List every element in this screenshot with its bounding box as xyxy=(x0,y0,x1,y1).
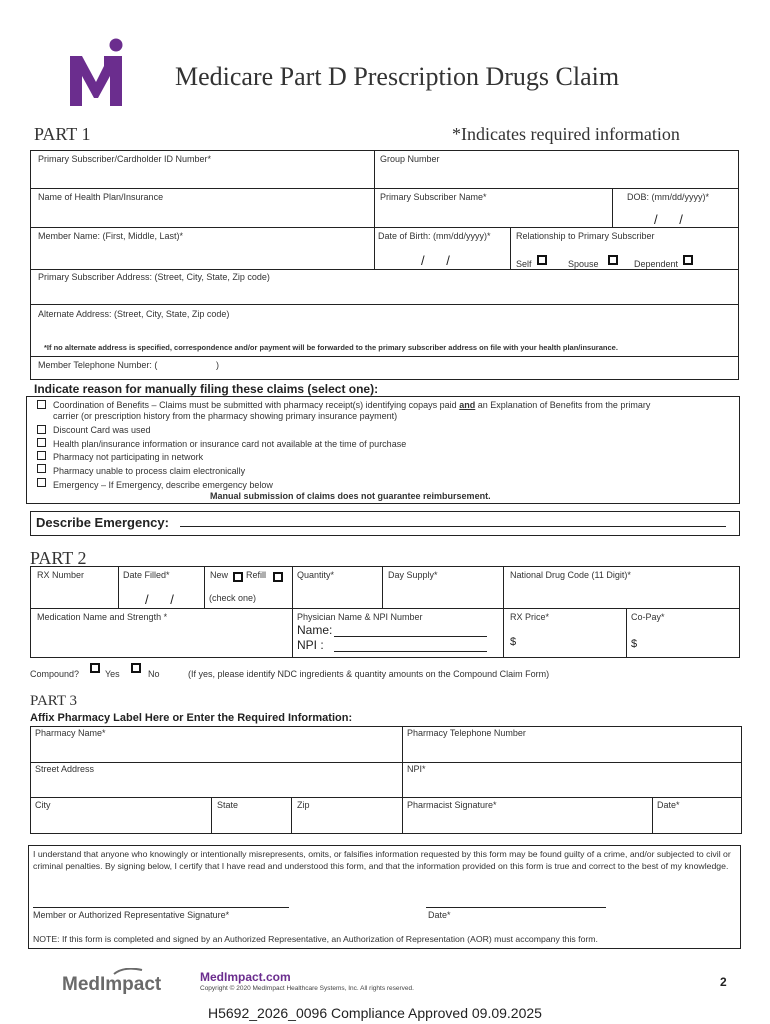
state-field[interactable]: State xyxy=(217,800,239,810)
emergency-label: Describe Emergency: xyxy=(36,515,169,530)
part3-heading: PART 3 xyxy=(30,693,78,709)
copay-field[interactable]: Co-Pay* xyxy=(631,612,665,622)
alternate-address-field[interactable]: Alternate Address: (Street, City, State, Zip code) xyxy=(38,309,230,319)
compound-label: Compound? xyxy=(30,669,80,679)
telephone-close: ) xyxy=(216,360,219,370)
physician-npi-label: NPI : xyxy=(297,638,324,652)
reason-not-network: Pharmacy not participating in network xyxy=(53,452,204,462)
health-plan-field[interactable]: Name of Health Plan/Insurance xyxy=(38,192,164,202)
subscriber-address-field[interactable]: Primary Subscriber Address: (Street, City, State, Zip code) xyxy=(38,272,270,282)
rx-number-field[interactable]: RX Number xyxy=(37,570,85,580)
reason-checkbox-no-card[interactable] xyxy=(37,438,46,447)
medication-name-field[interactable]: Medication Name and Strength * xyxy=(37,612,168,622)
svg-text:MedImpact: MedImpact xyxy=(62,974,162,995)
spouse-checkbox[interactable] xyxy=(608,255,618,265)
day-supply-field[interactable]: Day Supply* xyxy=(388,570,438,580)
subscriber-name-field[interactable]: Primary Subscriber Name* xyxy=(380,192,487,202)
reason-cob: Coordination of Benefits – Claims must be submitted with pharmacy receipt(s) identifying copays paid and an Explanation of Benefits from the primary xyxy=(53,400,651,410)
compound-note: (If yes, please identify NDC ingredients & quantity amounts on the Compound Claim Form) xyxy=(188,669,550,679)
relationship-label: Relationship to Primary Subscriber xyxy=(516,231,655,241)
compound-yes-label: Yes xyxy=(105,669,120,679)
reason-heading: Indicate reason for manually filing these claims (select one): xyxy=(34,382,379,396)
part2-heading: PART 2 xyxy=(30,548,87,568)
medimpact-logo xyxy=(68,38,126,108)
dob-field[interactable]: DOB: (mm/dd/yyyy)* xyxy=(627,192,710,202)
reason-checkbox-cob[interactable] xyxy=(37,400,46,409)
rx-price-dollar: $ xyxy=(510,636,517,648)
copay-dollar: $ xyxy=(631,638,638,650)
birth-date-field[interactable]: Date of Birth: (mm/dd/yyyy)* xyxy=(378,231,491,241)
required-note: *Indicates required information xyxy=(452,124,680,144)
dob-slashes: / / xyxy=(654,212,683,227)
reason-checkbox-unable[interactable] xyxy=(37,464,46,473)
compliance-code: H5692_2026_0096 Compliance Approved 09.09.2025 xyxy=(208,1005,542,1021)
physician-npi-input[interactable] xyxy=(334,651,487,652)
form-title: Medicare Part D Prescription Drugs Claim xyxy=(175,62,620,91)
date-filled-field[interactable]: Date Filled* xyxy=(123,570,170,580)
compound-yes-checkbox[interactable] xyxy=(90,663,100,673)
pharmacy-phone-field[interactable]: Pharmacy Telephone Number xyxy=(407,728,526,738)
npi-field[interactable]: NPI* xyxy=(407,764,426,774)
attestation-text: I understand that anyone who knowingly or intentionally misrepresents, omits, or falsifies information requested by this form may be found guilty of a crime, and/or subjected to civil or criminal penalties. By signing below, I certify that I have read and understood this form, and that the information provided on this form is true and correct to the best of my knowledge. xyxy=(33,849,731,871)
street-address-field[interactable]: Street Address xyxy=(35,764,95,774)
physician-label: Physician Name & NPI Number xyxy=(297,612,423,622)
affix-instruction: Affix Pharmacy Label Here or Enter the Required Information: xyxy=(30,712,353,724)
city-field[interactable]: City xyxy=(35,800,51,810)
subscriber-id-field[interactable]: Primary Subscriber/Cardholder ID Number* xyxy=(38,154,212,164)
dependent-label: Dependent xyxy=(634,259,679,269)
footer-logo xyxy=(62,968,174,998)
self-checkbox[interactable] xyxy=(537,255,547,265)
new-label: New xyxy=(210,570,229,580)
refill-checkbox[interactable] xyxy=(273,572,283,582)
ndc-field[interactable]: National Drug Code (11 Digit)* xyxy=(510,570,631,580)
reason-checkbox-discount[interactable] xyxy=(37,425,46,434)
date-filled-slashes: / / xyxy=(145,592,174,607)
member-date-label: Date* xyxy=(428,910,451,920)
refill-label: Refill xyxy=(246,570,267,580)
manual-submission-note: Manual submission of claims does not guarantee reimbursement. xyxy=(210,491,491,501)
dependent-checkbox[interactable] xyxy=(683,255,693,265)
reason-discount: Discount Card was used xyxy=(53,425,151,435)
spouse-label: Spouse xyxy=(568,259,599,269)
reason-checkbox-emergency[interactable] xyxy=(37,478,46,487)
check-one-note: (check one) xyxy=(209,593,257,603)
reason-emergency: Emergency – If Emergency, describe emergency below xyxy=(53,480,273,490)
member-date-line[interactable] xyxy=(426,907,606,908)
compound-no-label: No xyxy=(148,669,160,679)
self-label: Self xyxy=(516,259,532,269)
group-number-field[interactable]: Group Number xyxy=(380,154,440,164)
footer-copyright: Copyright © 2020 MedImpact Healthcare Systems, Inc. All rights reserved. xyxy=(200,985,414,992)
pharmacist-signature-field[interactable]: Pharmacist Signature* xyxy=(407,800,497,810)
quantity-field[interactable]: Quantity* xyxy=(297,570,335,580)
telephone-field[interactable]: Member Telephone Number: ( xyxy=(38,360,158,370)
member-signature-line[interactable] xyxy=(33,907,289,908)
physician-name-label: Name: xyxy=(297,623,333,637)
compound-no-checkbox[interactable] xyxy=(131,663,141,673)
member-signature-label: Member or Authorized Representative Signature* xyxy=(33,910,230,920)
reason-cob-line2: carrier (or prescription history from the pharmacy showing primary insurance payment) xyxy=(53,411,398,421)
member-name-field[interactable]: Member Name: (First, Middle, Last)* xyxy=(38,231,184,241)
pharmacist-date-field[interactable]: Date* xyxy=(657,800,680,810)
reason-no-card: Health plan/insurance information or insurance card not available at the time of purchase xyxy=(53,439,407,449)
alternate-address-note: *If no alternate address is specified, correspondence and/or payment will be forwarded to the primary subscriber address on file with your health plan/insurance. xyxy=(44,343,618,352)
physician-name-input[interactable] xyxy=(334,636,487,637)
page-number: 2 xyxy=(720,975,727,989)
aor-note: NOTE: If this form is completed and signed by an Authorized Representative, an Authorization of Representation (AOR) must accompany this form. xyxy=(33,934,598,944)
emergency-input-line[interactable] xyxy=(180,526,726,527)
pharmacy-name-field[interactable]: Pharmacy Name* xyxy=(35,728,106,738)
reason-unable: Pharmacy unable to process claim electronically xyxy=(53,466,246,476)
footer-site[interactable]: MedImpact.com xyxy=(200,970,291,984)
part1-heading: PART 1 xyxy=(34,124,91,144)
zip-field[interactable]: Zip xyxy=(297,800,310,810)
new-checkbox[interactable] xyxy=(233,572,243,582)
reason-checkbox-not-network[interactable] xyxy=(37,451,46,460)
rx-price-field[interactable]: RX Price* xyxy=(510,612,550,622)
birth-date-slashes: / / xyxy=(421,253,450,268)
part3-table xyxy=(30,726,742,834)
